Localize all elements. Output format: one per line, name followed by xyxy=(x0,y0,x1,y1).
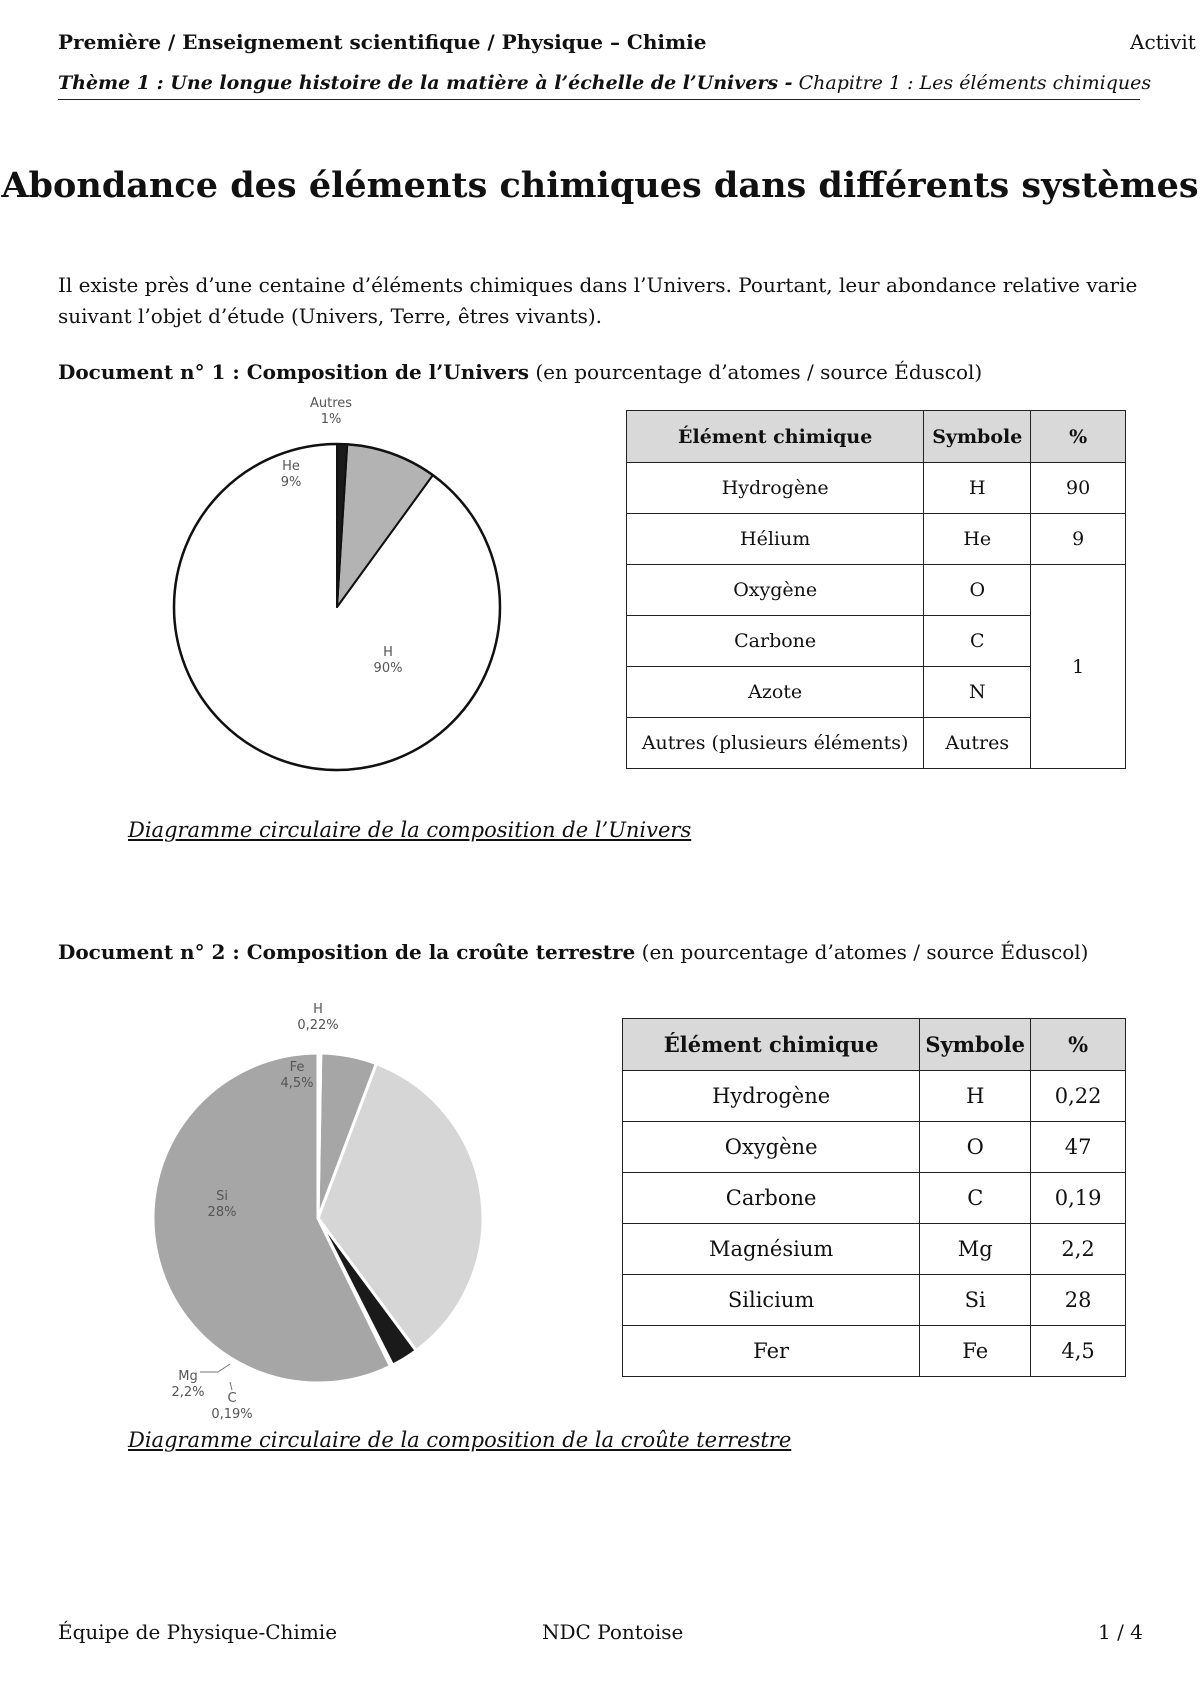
cell-element: Autres (plusieurs éléments) xyxy=(627,718,924,769)
cell-percent: 2,2 xyxy=(1031,1224,1126,1275)
header-symbol: Symbole xyxy=(924,411,1031,463)
cell-percent: 28 xyxy=(1031,1275,1126,1326)
cell-element: Carbone xyxy=(627,616,924,667)
cell-element: Silicium xyxy=(623,1275,920,1326)
pie-label-h: H xyxy=(313,1002,323,1017)
cell-symbol: Mg xyxy=(920,1224,1031,1275)
doc1-title-bold: Document n° 1 : Composition de l’Univers xyxy=(58,360,529,384)
pie-value-h: 0,22% xyxy=(297,1018,339,1033)
header-symbol: Symbole xyxy=(920,1019,1031,1071)
pie-value-c: 0,19% xyxy=(211,1407,253,1420)
theme-line xyxy=(58,72,1151,94)
universe-pie-chart xyxy=(150,390,530,780)
table-header-row xyxy=(627,411,1126,463)
pie-value-si: 28% xyxy=(207,1205,237,1220)
table-row xyxy=(627,565,1126,616)
header-percent: % xyxy=(1031,1019,1126,1071)
pie-value-autres: 1% xyxy=(320,412,342,427)
table-row xyxy=(623,1173,1126,1224)
pie-leader-line xyxy=(200,1364,230,1372)
cell-symbol: Autres xyxy=(924,718,1031,769)
footer-page-number: 1 / 4 xyxy=(1098,1620,1143,1644)
table-header-row xyxy=(623,1019,1126,1071)
universe-table xyxy=(626,410,1126,769)
cell-symbol: C xyxy=(924,616,1031,667)
pie-label-mg: Mg xyxy=(178,1369,198,1384)
intro-paragraph: Il existe près d’une centaine d’éléments chimiques dans l’Univers. Pourtant, leur abondance relative varie suivant l’objet d’étude (Univers, Terre, êtres vivants). xyxy=(58,273,1138,328)
header-element: Élément chimique xyxy=(623,1019,920,1071)
cell-element: Fer xyxy=(623,1326,920,1377)
crust-table xyxy=(622,1018,1126,1377)
table-row xyxy=(623,1122,1126,1173)
cell-element: Hélium xyxy=(627,514,924,565)
footer-team: Équipe de Physique-Chimie xyxy=(58,1620,338,1644)
doc2-title-rest: (en pourcentage d’atomes / source Éduscol) xyxy=(641,940,1089,964)
doc2-title-bold: Document n° 2 : Composition de la croûte terrestre xyxy=(58,940,636,964)
header-element: Élément chimique xyxy=(627,411,924,463)
cell-element: Hydrogène xyxy=(627,463,924,514)
table-row xyxy=(627,463,1126,514)
cell-percent: 47 xyxy=(1031,1122,1126,1173)
cell-symbol: O xyxy=(920,1122,1031,1173)
cell-symbol: Si xyxy=(920,1275,1031,1326)
cell-element: Oxygène xyxy=(627,565,924,616)
pie-leader-line xyxy=(230,1382,232,1390)
doc2-title xyxy=(58,940,1089,964)
table-row xyxy=(623,1275,1126,1326)
pie-value-h: 90% xyxy=(373,661,403,676)
cell-symbol: Fe xyxy=(920,1326,1031,1377)
cell-percent: 9 xyxy=(1031,514,1126,565)
pie-value-fe: 4,5% xyxy=(280,1076,314,1091)
cell-element: Hydrogène xyxy=(623,1071,920,1122)
footer-school: NDC Pontoise xyxy=(542,1620,684,1644)
page-title: Abondance des éléments chimiques dans différents systèmes xyxy=(1,165,1199,206)
course-path: Première / Enseignement scientifique / Physique – Chimie xyxy=(58,30,707,54)
cell-symbol: O xyxy=(924,565,1031,616)
cell-symbol: H xyxy=(920,1071,1031,1122)
activity-label: Activit xyxy=(1130,30,1196,54)
cell-symbol: H xyxy=(924,463,1031,514)
doc1-caption: Diagramme circulaire de la composition de l’Univers xyxy=(128,818,692,842)
pie-label-fe: Fe xyxy=(289,1060,305,1075)
table-row xyxy=(623,1224,1126,1275)
pie-label-c: C xyxy=(227,1391,237,1406)
cell-element: Magnésium xyxy=(623,1224,920,1275)
cell-percent: 0,19 xyxy=(1031,1173,1126,1224)
cell-symbol: N xyxy=(924,667,1031,718)
cell-percent: 0,22 xyxy=(1031,1071,1126,1122)
pie-label-autres: Autres xyxy=(309,396,353,411)
table-row xyxy=(623,1071,1126,1122)
pie-label-si: Si xyxy=(216,1189,228,1204)
crust-pie-chart xyxy=(150,990,530,1420)
table-row xyxy=(627,514,1126,565)
pie-label-he: He xyxy=(282,459,300,474)
cell-element: Carbone xyxy=(623,1173,920,1224)
pie-label-h: H xyxy=(383,645,393,660)
pie-value-he: 9% xyxy=(280,475,302,490)
header-percent: % xyxy=(1031,411,1126,463)
cell-percent: 4,5 xyxy=(1031,1326,1126,1377)
doc1-title xyxy=(58,360,982,384)
cell-percent: 90 xyxy=(1031,463,1126,514)
chapter-title: Chapitre 1 : Les éléments chimiques xyxy=(798,72,1152,94)
cell-percent-merged: 1 xyxy=(1031,565,1126,769)
doc2-caption: Diagramme circulaire de la composition de la croûte terrestre xyxy=(128,1428,792,1452)
cell-element: Oxygène xyxy=(623,1122,920,1173)
cell-symbol: He xyxy=(924,514,1031,565)
table-row xyxy=(623,1326,1126,1377)
theme-title: Thème 1 : Une longue histoire de la matière à l’échelle de l’Univers - xyxy=(58,72,793,94)
cell-element: Azote xyxy=(627,667,924,718)
doc1-title-rest: (en pourcentage d’atomes / source Éduscol) xyxy=(535,360,983,384)
cell-symbol: C xyxy=(920,1173,1031,1224)
header-divider xyxy=(58,99,1140,100)
pie-value-mg: 2,2% xyxy=(171,1385,205,1400)
